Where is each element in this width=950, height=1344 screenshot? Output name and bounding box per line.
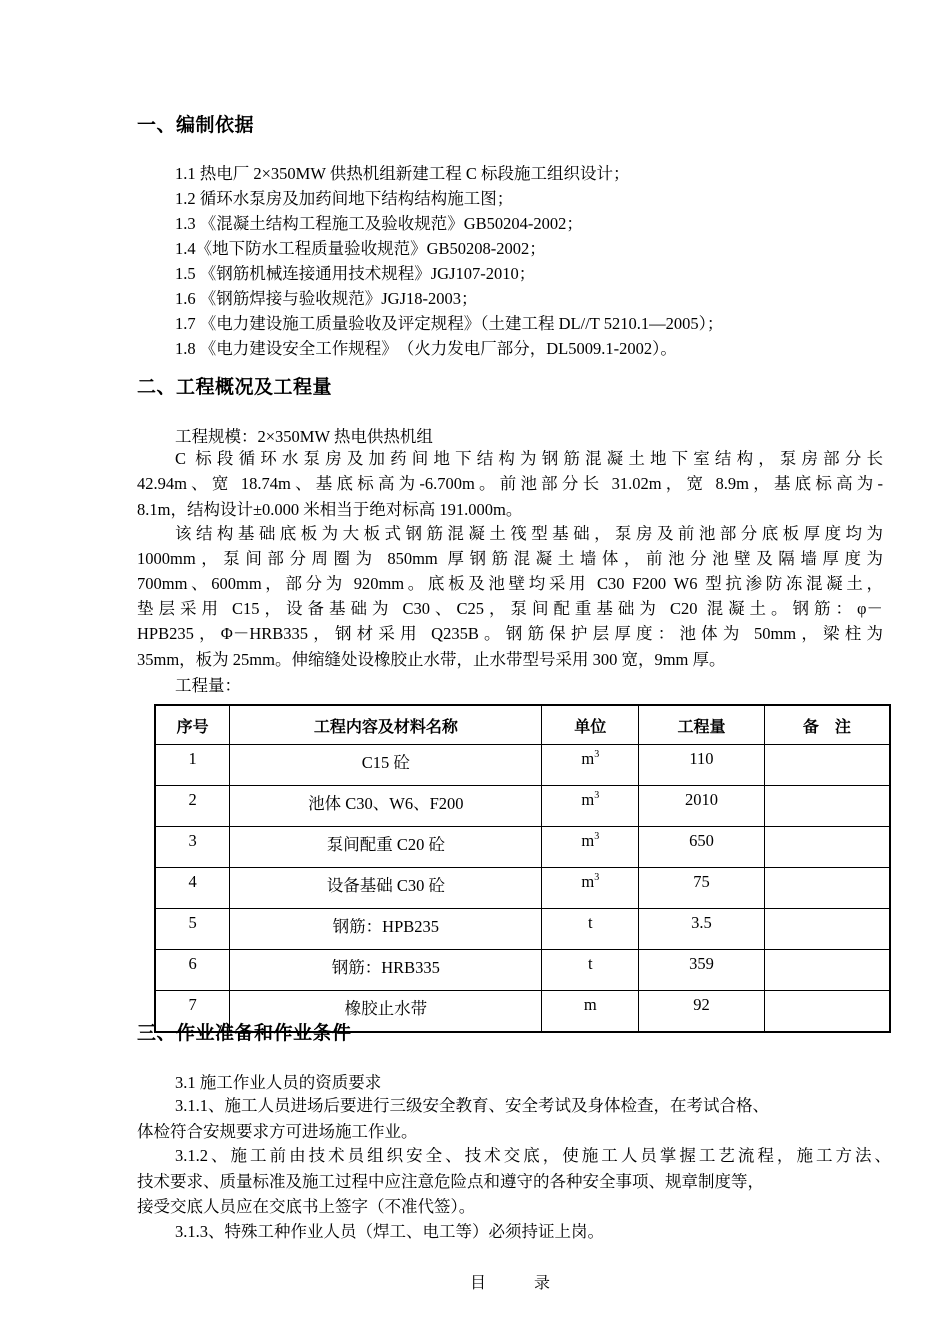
table-row	[155, 827, 890, 868]
overview-line-2: 42.94m、宽 18.74m、基底标高为-6.700m。前池部分长 31.02m，宽 8.9m，基底标高为-	[137, 474, 883, 493]
req-3-1-2-line-3: 接受交底人员应在交底书上签字（不准代签）。	[137, 1197, 476, 1216]
quantity-label: 工程量：	[175, 676, 241, 695]
section-3-title: 三、作业准备和作业条件	[137, 1022, 352, 1044]
row-note	[764, 868, 890, 909]
row-note	[764, 827, 890, 868]
row-unit: $m^3$	[542, 827, 639, 868]
row-note	[764, 991, 890, 1033]
row-note	[764, 950, 890, 991]
row-no: 7	[155, 991, 230, 1033]
req-3-1-1-line-2: 体检符合安规要求方可进场施工作业。	[137, 1122, 418, 1141]
table-row	[155, 745, 890, 786]
overview-line-1: C 标段循环水泵房及加药间地下结构为钢筋混凝土地下室结构，泵房部分长	[175, 449, 883, 468]
row-no: 1	[155, 745, 230, 786]
qualification-subtitle: 3.1 施工作业人员的资质要求	[175, 1073, 382, 1092]
row-unit: m	[542, 991, 639, 1033]
overview-line-3: 8.1m，结构设计±0.000 米相当于绝对标高 191.000m。	[137, 500, 523, 519]
quantity-table	[154, 704, 891, 1033]
structure-line-6: 35mm，板为 25mm。伸缩缝处设橡胶止水带，止水带型号采用 300 宽，9mm 厚。	[137, 650, 726, 669]
row-unit: $m^3$	[542, 868, 639, 909]
structure-line-1: 该结构基础底板为大板式钢筋混凝土筏型基础，泵房及前池部分底板厚度均为	[175, 524, 883, 543]
header-content: 工程内容及材料名称	[230, 705, 542, 745]
header-no: 序号	[155, 705, 230, 745]
row-qty: 650	[639, 827, 765, 868]
header-unit: 单位	[542, 705, 639, 745]
row-qty: 359	[639, 950, 765, 991]
table-row	[155, 786, 890, 827]
header-quantity: 工程量	[639, 705, 765, 745]
row-note	[764, 909, 890, 950]
structure-line-5: HPB235，Φ－HRB335，钢材采用 Q235B。钢筋保护层厚度：池体为 50mm，梁柱为	[137, 624, 883, 643]
structure-line-2: 1000mm，泵间部分周圈为 850mm 厚钢筋混凝土墙体，前池分池壁及隔墙厚度为	[137, 549, 883, 568]
row-name: 泵间配重 C20 砼	[230, 827, 542, 868]
row-unit: $m^3$	[542, 786, 639, 827]
row-note	[764, 745, 890, 786]
req-3-1-2-line-2: 技术要求、质量标准及施工过程中应注意危险点和遵守的各种安全事项、规章制度等，	[137, 1172, 764, 1191]
basis-item-3: 1.3 《混凝土结构工程施工及验收规范》GB50204-2002；	[175, 214, 583, 233]
row-qty: 92	[639, 991, 765, 1033]
table-row	[155, 868, 890, 909]
row-name: 池体 C30、W6、F200	[230, 786, 542, 827]
basis-item-8: 1.8 《电力建设安全工作规程》 （火力发电厂部分，DL5009.1-2002）。	[175, 339, 677, 358]
row-qty: 3.5	[639, 909, 765, 950]
footer-toc-left: 目	[470, 1275, 487, 1292]
basis-item-4: 1.4《地下防水工程质量验收规范》GB50208-2002；	[175, 239, 546, 258]
structure-line-3: 700mm、600mm，部分为 920mm。底板及池壁均采用 C30 F200 W6 型抗渗防冻混凝土，	[137, 574, 883, 593]
req-3-1-2-line-1: 3.1.2、施工前由技术员组织安全、技术交底，使施工人员掌握工艺流程，施工方法、	[175, 1146, 891, 1165]
row-unit: t	[542, 909, 639, 950]
row-qty: 75	[639, 868, 765, 909]
row-no: 4	[155, 868, 230, 909]
row-no: 3	[155, 827, 230, 868]
section-1-title: 一、编制依据	[137, 114, 255, 136]
basis-item-6: 1.6 《钢筋焊接与验收规范》JGJ18-2003；	[175, 289, 478, 308]
structure-line-4: 垫层采用 C15，设备基础为 C30、C25，泵间配重基础为 C20 混凝土。钢筋：φ－	[137, 599, 883, 618]
footer-toc-right: 录	[534, 1275, 551, 1292]
section-2-title: 二、工程概况及工程量	[137, 376, 333, 398]
row-name: C15 砼	[230, 745, 542, 786]
table-row	[155, 909, 890, 950]
row-no: 5	[155, 909, 230, 950]
row-name: 钢筋：HPB235	[230, 909, 542, 950]
req-3-1-1-line-1: 3.1.1、施工人员进场后要进行三级安全教育、安全考试及身体检查，在考试合格、	[175, 1096, 769, 1115]
row-name: 橡胶止水带	[230, 991, 542, 1033]
row-no: 6	[155, 950, 230, 991]
table-header-row	[155, 705, 890, 745]
table-row	[155, 950, 890, 991]
project-scale: 工程规模：2×350MW 热电供热机组	[175, 427, 433, 446]
row-name: 设备基础 C30 砼	[230, 868, 542, 909]
row-no: 2	[155, 786, 230, 827]
row-qty: 2010	[639, 786, 765, 827]
row-unit: $m^3$	[542, 745, 639, 786]
header-remark: 备 注	[764, 705, 890, 745]
row-qty: 110	[639, 745, 765, 786]
basis-item-5: 1.5 《钢筋机械连接通用技术规程》JGJ107-2010；	[175, 264, 536, 283]
basis-item-1: 1.1 热电厂 2×350MW 供热机组新建工程 C 标段施工组织设计；	[175, 164, 630, 183]
basis-item-7: 1.7 《电力建设施工质量验收及评定规程》（土建工程 DL//T 5210.1—2005）；	[175, 314, 724, 333]
row-name: 钢筋：HRB335	[230, 950, 542, 991]
row-note	[764, 786, 890, 827]
row-unit: t	[542, 950, 639, 991]
req-3-1-3: 3.1.3、特殊工种作业人员（焊工、电工等）必须持证上岗。	[175, 1222, 604, 1241]
basis-item-2: 1.2 循环水泵房及加药间地下结构结构施工图；	[175, 189, 514, 208]
